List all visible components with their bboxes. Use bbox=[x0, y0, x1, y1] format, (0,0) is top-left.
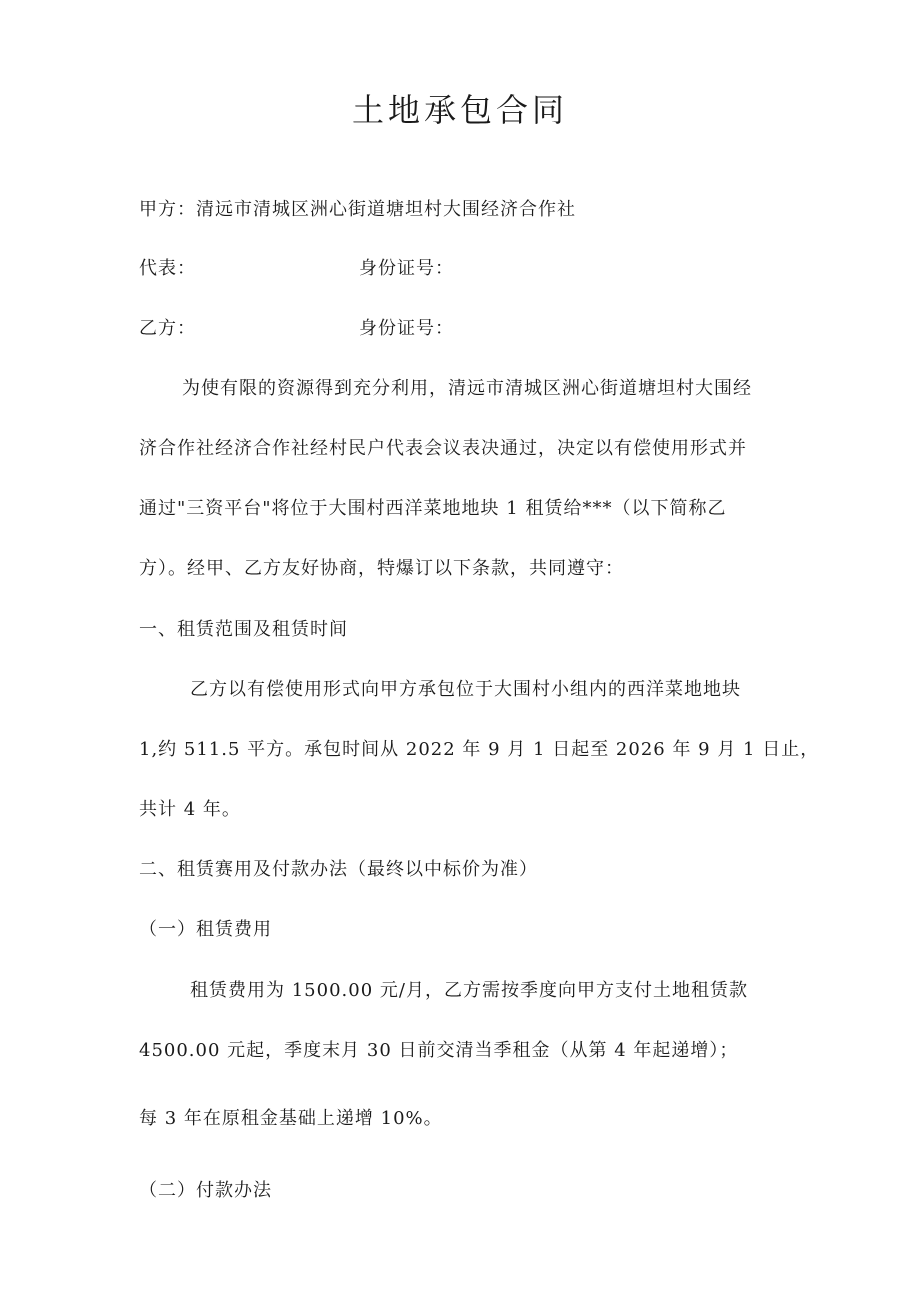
id-number-label: 身份证号： bbox=[359, 318, 454, 339]
paragraph-line: 1,约 511.5 平方。承包时间从 2022 年 9 月 1 日起至 2026 年 9 月 1 日止， bbox=[139, 739, 820, 760]
paragraph-line: 乙方以有偿使用形式向甲方承包位于大围村小组内的西洋菜地地块 bbox=[190, 679, 741, 700]
paragraph-line: 共计 4 年。 bbox=[139, 799, 241, 820]
party-b-label: 乙方： bbox=[139, 318, 196, 339]
paragraph-line: 租赁费用为 1500.00 元/月，乙方需按季度向甲方支付土地租赁款 bbox=[190, 980, 748, 1001]
subsection-2-heading: （二）付款办法 bbox=[139, 1180, 272, 1201]
paragraph-line: 每 3 年在原租金基础上递增 10%。 bbox=[139, 1108, 443, 1129]
paragraph-line: 通过"三资平台"将位于大围村西洋菜地地块 1 租赁给***（以下简称乙 bbox=[139, 498, 727, 519]
subsection-1-heading: （一）租赁费用 bbox=[139, 919, 272, 940]
paragraph-line: 方）。经甲、乙方友好协商，特爆订以下条款，共同遵守： bbox=[139, 558, 624, 579]
id-number-label: 身份证号： bbox=[359, 258, 454, 279]
party-b-line bbox=[139, 314, 454, 344]
contract-title: 土地承包合同 bbox=[351, 91, 568, 129]
paragraph-line: 为使有限的资源得到充分利用，清远市清城区洲心街道塘坦村大围经 bbox=[182, 378, 752, 399]
representative-line bbox=[139, 254, 454, 284]
paragraph-line: 4500.00 元起，季度末月 30 日前交清当季租金（从第 4 年起递增）； bbox=[139, 1040, 739, 1061]
representative-label: 代表： bbox=[139, 258, 196, 279]
party-a-line: 甲方：清远市清城区洲心街道塘坦村大围经济合作社 bbox=[139, 199, 576, 220]
section-2-heading: 二、租赁赛用及付款办法（最终以中标价为准） bbox=[139, 859, 538, 880]
paragraph-line: 济合作社经济合作社经村民户代表会议表决通过，决定以有偿使用形式并 bbox=[139, 438, 747, 459]
section-1-heading: 一、租赁范围及租赁时间 bbox=[139, 619, 348, 640]
